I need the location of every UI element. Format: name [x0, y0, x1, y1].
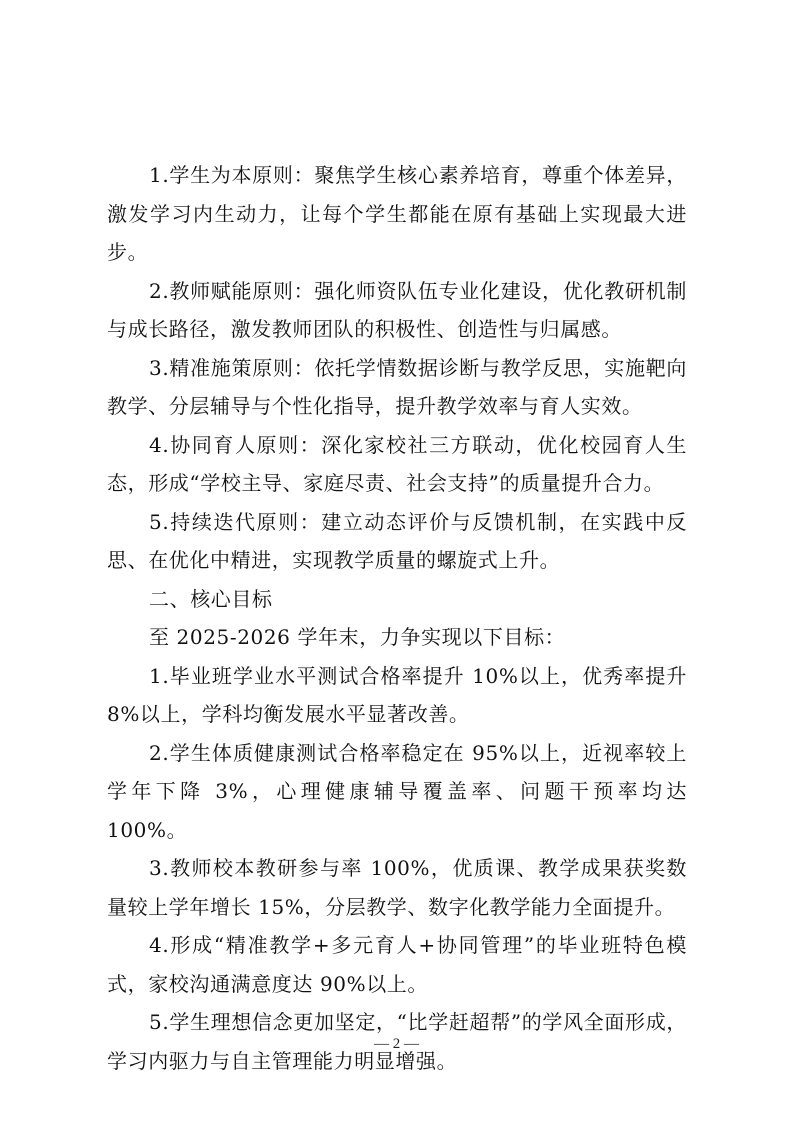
section-heading-core-goals: 二、核心目标 [149, 586, 273, 611]
principle-student-centered: 1.学生为本原则：聚焦学生核心素养培育，尊重个体差异，激发学习内生动力，让每个学生都能在原有基础上实现最大进步。 [107, 163, 687, 264]
document-body [107, 156, 687, 1080]
principle-collaborative-education: 4.协同育人原则：深化家校社三方联动，优化校园育人生态，形成“学校主导、家庭尽责、社会支持”的质量提升合力。 [107, 432, 687, 495]
principle-continuous-iteration: 5.持续迭代原则：建立动态评价与反馈机制，在实践中反思、在优化中精进，实现教学质量的螺旋式上升。 [107, 509, 687, 572]
principle-teacher-empowerment: 2.教师赋能原则：强化师资队伍专业化建设，优化教研机制与成长路径，激发教师团队的积极性、创造性与归属感。 [107, 278, 687, 341]
goal-feature-model: 4.形成“精准教学+多元育人+协同管理”的毕业班特色模式，家校沟通满意度达 90%以上。 [107, 933, 687, 996]
principle-precise-measures: 3.精准施策原则：依托学情数据诊断与教学反思，实施靶向教学、分层辅导与个性化指导，提升教学效率与育人实效。 [107, 355, 687, 418]
goal-physical-health: 2.学生体质健康测试合格率稳定在 95%以上，近视率较上学年下降 3%，心理健康辅导覆盖率、问题干预率均达 100%。 [107, 740, 687, 842]
page-number: — 2 — [374, 1036, 419, 1052]
goal-academic-pass-rate: 1.毕业班学业水平测试合格率提升 10%以上，优秀率提升8%以上，学科均衡发展水平显著改善。 [107, 663, 687, 726]
goal-student-beliefs: 5.学生理想信念更加坚定，“比学赶超帮”的学风全面形成，学习内驱力与自主管理能力明显增强。 [107, 1010, 687, 1073]
goals-intro: 至 2025-2026 学年末，力争实现以下目标： [149, 625, 566, 649]
goal-teacher-research: 3.教师校本教研参与率 100%，优质课、教学成果获奖数量较上学年增长 15%，分层教学、数字化教学能力全面提升。 [107, 856, 687, 919]
